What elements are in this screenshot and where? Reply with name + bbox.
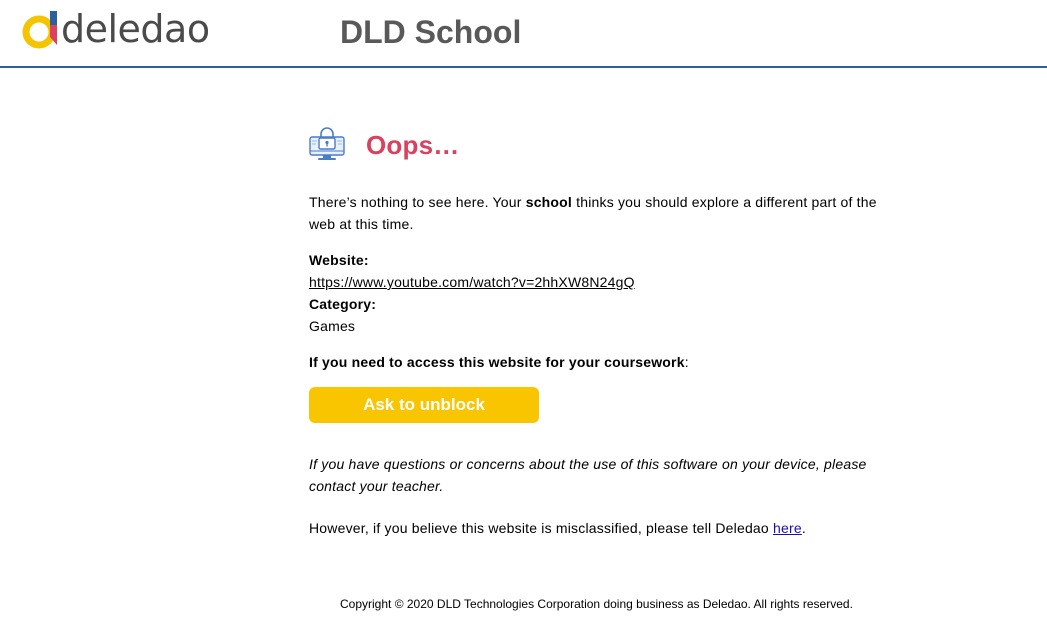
lead-text-school: school: [525, 194, 573, 210]
misclassified-period: .: [801, 520, 806, 536]
copyright-footer: Copyright © 2020 DLD Technologies Corporation doing business as Deledao. All rights reserved.: [340, 597, 853, 611]
lead-text-after: thinks you should explore a different part of the web at this time.: [309, 194, 877, 232]
misclassified-note: [309, 517, 806, 539]
category-label: Category:: [309, 296, 377, 312]
coursework-prompt: [309, 351, 689, 373]
blocked-website-link[interactable]: https://www.youtube.com/watch?v=2hhXW8N24gQ: [309, 274, 635, 290]
deledao-logo: [22, 9, 210, 49]
block-explanation: [309, 191, 889, 235]
block-message: [309, 126, 899, 536]
category-value: Games: [309, 318, 356, 334]
blocked-site-info: [309, 249, 635, 337]
ask-to-unblock-button[interactable]: Ask to unblock: [309, 387, 539, 423]
deledao-logo-mark-icon: [22, 9, 60, 49]
coursework-text: If you need to access this website for your coursework: [309, 354, 685, 370]
questions-note: If you have questions or concerns about the use of this software on your device, please contact your teacher.: [309, 456, 867, 494]
coursework-colon: :: [684, 354, 689, 370]
locked-computer-icon: [309, 127, 345, 163]
website-label: Website:: [309, 252, 369, 268]
school-name: DLD School: [340, 14, 522, 50]
report-misclassified-link[interactable]: here: [773, 520, 802, 536]
oops-title: Oops…: [366, 130, 460, 160]
logo-wordmark: deledao: [61, 7, 210, 51]
oops-heading-row: [309, 126, 899, 164]
page-header: [0, 0, 1047, 68]
lead-text-before: There’s nothing to see here. Your: [309, 194, 526, 210]
misclassified-text: However, if you believe this website is misclassified, please tell Deledao: [309, 520, 773, 536]
